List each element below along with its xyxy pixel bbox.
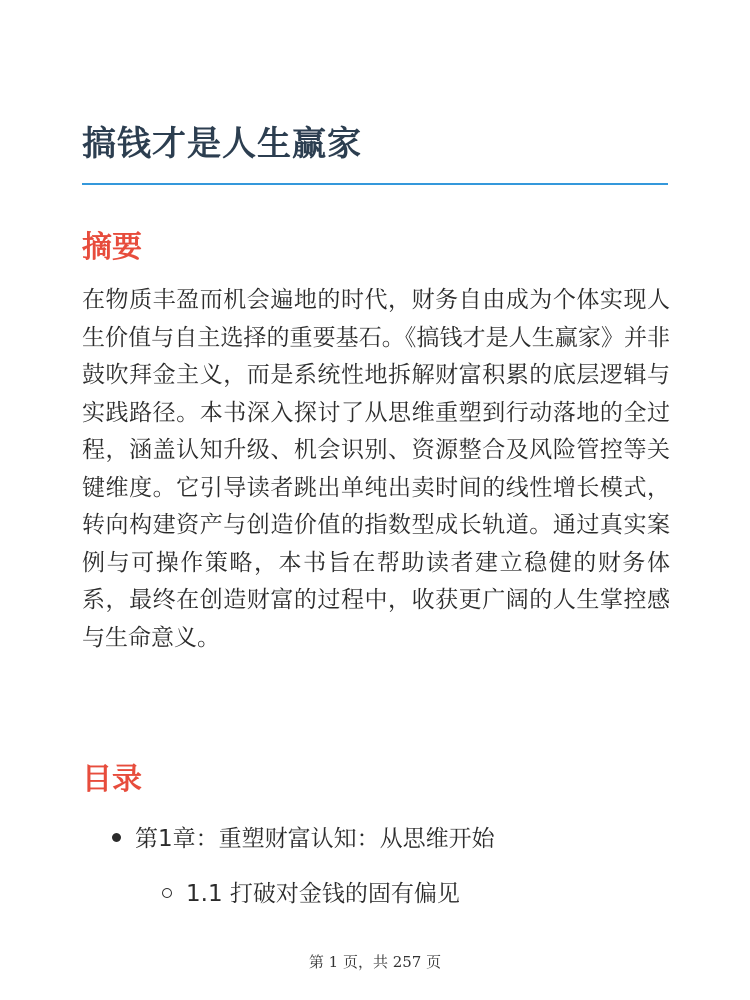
abstract-paragraph: 在物质丰盈而机会遍地的时代，财务自由成为个体实现人生价值与自主选择的重要基石。《搞钱才是人生赢家》并非鼓吹拜金主义，而是系统性地拆解财富积累的底层逻辑与实践路径。本书深入探讨了从思维重塑到行动落地的全过程，涵盖认知升级、机会识别、资源整合及风险管控等关键维度。它引导读者跳出单纯出卖时间的线性增长模式，转向构建资产与创造价值的指数型成长轨道。通过真实案例与可操作策略，本书旨在帮助读者建立稳健的财务体系，最终在创造财富的过程中，收获更广阔的人生掌控感与生命意义。 [82, 287, 670, 651]
abstract-heading: 摘要 [82, 230, 142, 265]
toc-item-section-1-1[interactable] [162, 875, 460, 908]
toc-item-label: 第1章：重塑财富认知：从思维开始 [135, 826, 495, 852]
bullet-disc-icon [112, 833, 121, 842]
toc-item-label: 1.1 打破对金钱的固有偏见 [186, 881, 460, 907]
page-number: 第 1 页，共 257 页 [308, 953, 442, 971]
bullet-circle-icon [162, 888, 172, 898]
toc-heading: 目录 [82, 762, 142, 797]
book-title: 搞钱才是人生赢家 [82, 124, 362, 164]
toc-item-chapter-1[interactable] [112, 820, 495, 853]
title-divider [82, 183, 668, 185]
